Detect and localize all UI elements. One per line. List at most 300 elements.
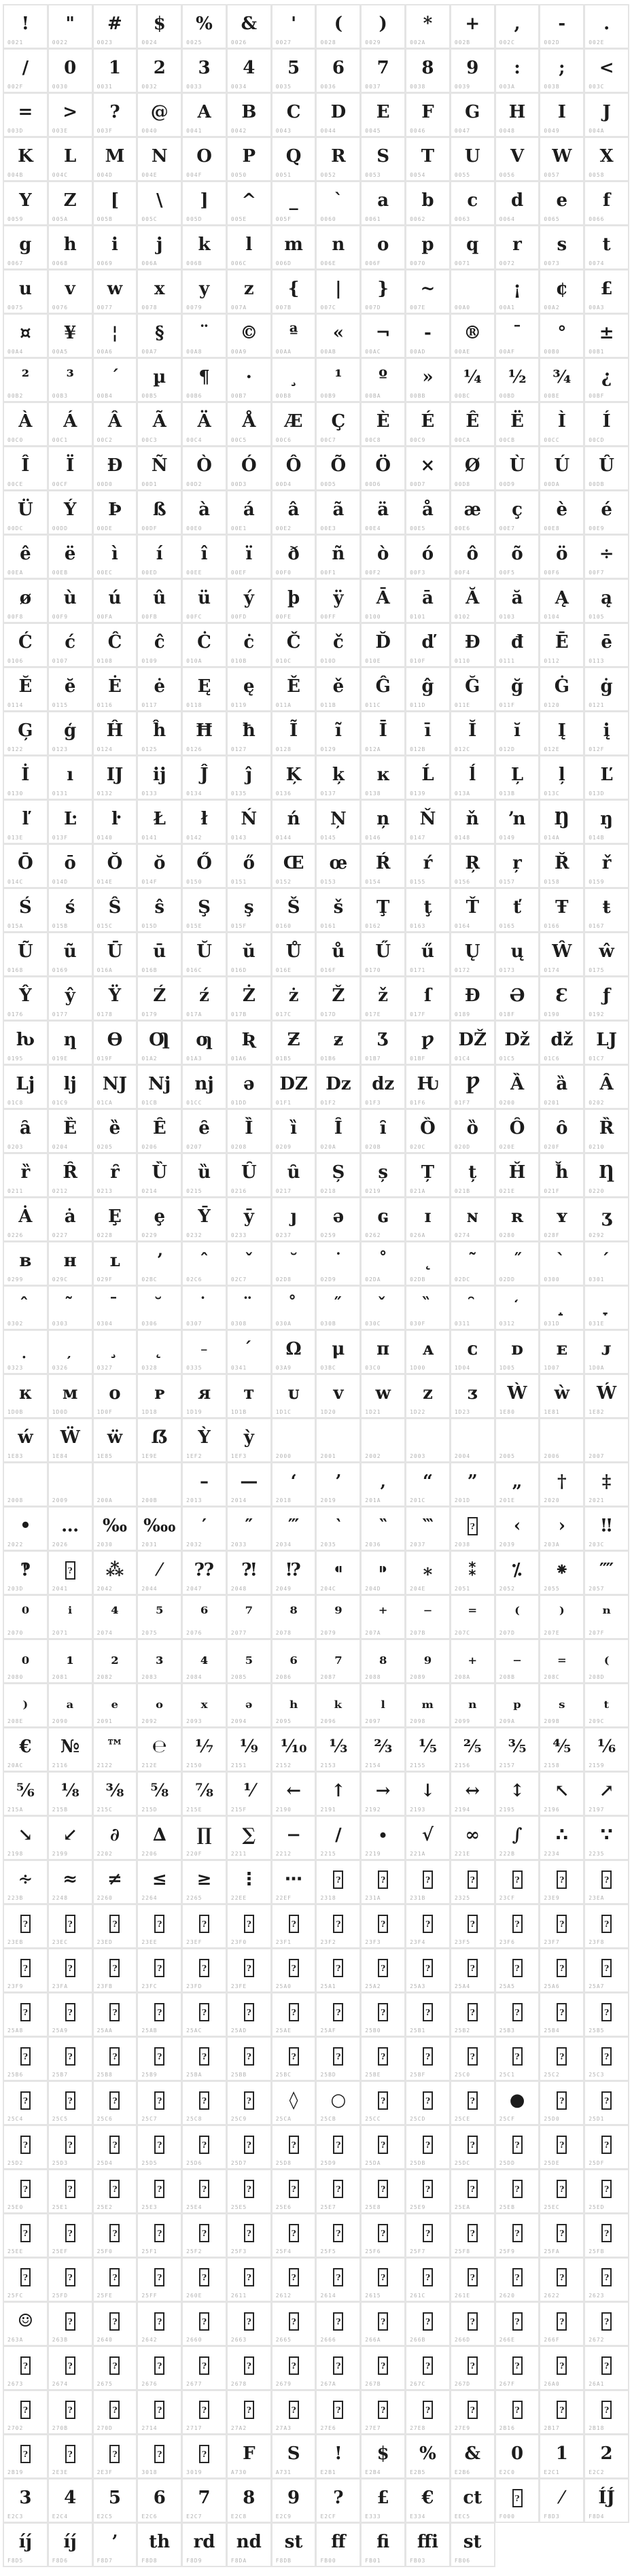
glyph-cell[interactable] [406,977,449,1020]
glyph-cell[interactable] [4,182,47,224]
glyph-cell[interactable] [451,1110,494,1152]
glyph-cell[interactable] [317,2082,359,2124]
glyph-cell[interactable] [49,1684,92,1726]
glyph-cell[interactable] [540,536,583,578]
glyph-cell[interactable] [406,1773,449,1815]
glyph-cell[interactable] [406,1375,449,1417]
glyph-cell[interactable] [4,2170,47,2212]
glyph-cell[interactable] [49,1773,92,1815]
glyph-cell[interactable] [451,2347,494,2389]
glyph-cell[interactable] [4,1066,47,1108]
glyph-cell[interactable] [585,1684,628,1726]
glyph-cell[interactable] [317,2347,359,2389]
glyph-cell[interactable] [183,624,226,666]
glyph-cell[interactable] [94,5,137,48]
glyph-cell[interactable] [451,1596,494,1638]
glyph-cell[interactable] [362,624,404,666]
glyph-cell[interactable] [406,712,449,754]
glyph-cell[interactable] [49,2038,92,2080]
glyph-cell[interactable] [406,138,449,180]
glyph-cell[interactable] [362,491,404,534]
glyph-cell[interactable] [273,845,315,887]
glyph-cell[interactable] [49,2126,92,2168]
glyph-cell[interactable] [585,536,628,578]
glyph-cell[interactable] [362,756,404,799]
glyph-cell[interactable] [183,889,226,931]
glyph-cell[interactable] [94,1022,137,1064]
glyph-cell[interactable] [273,1861,315,1903]
glyph-cell[interactable] [451,1640,494,1682]
glyph-cell[interactable] [406,1022,449,1064]
glyph-cell[interactable] [451,1375,494,1417]
glyph-cell[interactable] [183,1596,226,1638]
glyph-cell[interactable] [4,403,47,445]
glyph-cell[interactable] [451,1994,494,2036]
glyph-cell[interactable] [406,2170,449,2212]
glyph-cell[interactable] [138,1419,181,1461]
glyph-cell[interactable] [362,1022,404,1064]
glyph-cell[interactable] [138,1022,181,1064]
glyph-cell[interactable] [585,977,628,1020]
glyph-cell[interactable] [451,2391,494,2433]
glyph-cell[interactable] [49,1110,92,1152]
glyph-cell[interactable] [228,447,270,489]
glyph-cell[interactable] [451,2126,494,2168]
glyph-cell[interactable] [540,315,583,357]
glyph-cell[interactable] [49,2435,92,2477]
glyph-cell[interactable] [183,1861,226,1903]
glyph-cell[interactable] [49,2303,92,2345]
glyph-cell[interactable] [451,756,494,799]
glyph-cell[interactable] [273,756,315,799]
glyph-cell[interactable] [4,1287,47,1329]
glyph-cell[interactable] [540,1463,583,1505]
glyph-cell[interactable] [4,491,47,534]
glyph-cell[interactable] [138,801,181,843]
glyph-cell[interactable] [540,1022,583,1064]
glyph-cell[interactable] [451,1861,494,1903]
glyph-cell[interactable] [362,1861,404,1903]
glyph-cell[interactable] [49,580,92,622]
glyph-cell[interactable] [406,624,449,666]
glyph-cell[interactable] [451,1198,494,1240]
glyph-cell[interactable] [183,271,226,313]
glyph-cell[interactable] [49,1552,92,1594]
glyph-cell[interactable] [273,315,315,357]
glyph-cell[interactable] [585,1242,628,1285]
glyph-cell[interactable] [317,2126,359,2168]
glyph-cell[interactable] [138,1640,181,1682]
glyph-cell[interactable] [138,2524,181,2566]
glyph-cell[interactable] [49,2214,92,2257]
glyph-cell[interactable] [585,1994,628,2036]
glyph-cell[interactable] [496,1861,539,1903]
glyph-cell[interactable] [540,1949,583,1991]
glyph-cell[interactable] [317,1419,359,1461]
glyph-cell[interactable] [362,1198,404,1240]
glyph-cell[interactable] [4,2479,47,2522]
glyph-cell[interactable] [49,1287,92,1329]
glyph-cell[interactable] [362,315,404,357]
glyph-cell[interactable] [496,977,539,1020]
glyph-cell[interactable] [228,1066,270,1108]
glyph-cell[interactable] [228,2435,270,2477]
glyph-cell[interactable] [585,2170,628,2212]
glyph-cell[interactable] [496,94,539,136]
glyph-cell[interactable] [540,1419,583,1461]
glyph-cell[interactable] [228,50,270,92]
glyph-cell[interactable] [94,2082,137,2124]
glyph-cell[interactable] [406,756,449,799]
glyph-cell[interactable] [228,2170,270,2212]
glyph-cell[interactable] [406,536,449,578]
glyph-cell[interactable] [317,1773,359,1815]
glyph-cell[interactable] [273,1596,315,1638]
glyph-cell[interactable] [317,2259,359,2301]
glyph-cell[interactable] [94,1419,137,1461]
glyph-cell[interactable] [585,1861,628,1903]
glyph-cell[interactable] [4,977,47,1020]
glyph-cell[interactable] [49,2524,92,2566]
glyph-cell[interactable] [49,1242,92,1285]
glyph-cell[interactable] [228,1287,270,1329]
glyph-cell[interactable] [540,1817,583,1859]
glyph-cell[interactable] [540,889,583,931]
glyph-cell[interactable] [406,801,449,843]
glyph-cell[interactable] [496,491,539,534]
glyph-cell[interactable] [317,182,359,224]
glyph-cell[interactable] [406,2259,449,2301]
glyph-cell[interactable] [273,182,315,224]
glyph-cell[interactable] [4,2303,47,2345]
glyph-cell[interactable] [451,1552,494,1594]
glyph-cell[interactable] [138,1463,181,1505]
glyph-cell[interactable] [49,1861,92,1903]
glyph-cell[interactable] [496,845,539,887]
glyph-cell[interactable] [451,2524,494,2566]
glyph-cell[interactable] [585,2347,628,2389]
glyph-cell[interactable] [49,1817,92,1859]
glyph-cell[interactable] [317,1110,359,1152]
glyph-cell[interactable] [273,889,315,931]
glyph-cell[interactable] [4,5,47,48]
glyph-cell[interactable] [451,977,494,1020]
glyph-cell[interactable] [273,1508,315,1550]
glyph-cell[interactable] [496,2347,539,2389]
glyph-cell[interactable] [138,712,181,754]
glyph-cell[interactable] [94,94,137,136]
glyph-cell[interactable] [273,1463,315,1505]
glyph-cell[interactable] [496,5,539,48]
glyph-cell[interactable] [496,1684,539,1726]
glyph-cell[interactable] [228,226,270,268]
glyph-cell[interactable] [585,1949,628,1991]
glyph-cell[interactable] [317,845,359,887]
glyph-cell[interactable] [362,2435,404,2477]
glyph-cell[interactable] [4,1684,47,1726]
glyph-cell[interactable] [585,403,628,445]
glyph-cell[interactable] [362,2303,404,2345]
glyph-cell[interactable] [49,1905,92,1947]
glyph-cell[interactable] [49,1994,92,2036]
glyph-cell[interactable] [362,2391,404,2433]
glyph-cell[interactable] [183,1684,226,1726]
glyph-cell[interactable] [4,1154,47,1196]
glyph-cell[interactable] [585,2038,628,2080]
glyph-cell[interactable] [228,1728,270,1771]
glyph-cell[interactable] [317,271,359,313]
glyph-cell[interactable] [317,1596,359,1638]
glyph-cell[interactable] [94,2524,137,2566]
glyph-cell[interactable] [138,226,181,268]
glyph-cell[interactable] [273,2347,315,2389]
glyph-cell[interactable] [4,1728,47,1771]
glyph-cell[interactable] [49,889,92,931]
glyph-cell[interactable] [496,2170,539,2212]
glyph-cell[interactable] [406,226,449,268]
glyph-cell[interactable] [317,2391,359,2433]
glyph-cell[interactable] [540,5,583,48]
glyph-cell[interactable] [94,491,137,534]
glyph-cell[interactable] [317,1861,359,1903]
glyph-cell[interactable] [94,1773,137,1815]
glyph-cell[interactable] [362,1684,404,1726]
glyph-cell[interactable] [273,1110,315,1152]
glyph-cell[interactable] [4,1242,47,1285]
glyph-cell[interactable] [49,1154,92,1196]
glyph-cell[interactable] [406,403,449,445]
glyph-cell[interactable] [4,580,47,622]
glyph-cell[interactable] [4,1198,47,1240]
glyph-cell[interactable] [585,491,628,534]
glyph-cell[interactable] [273,1419,315,1461]
glyph-cell[interactable] [540,447,583,489]
glyph-cell[interactable] [183,2303,226,2345]
glyph-cell[interactable] [4,1463,47,1505]
glyph-cell[interactable] [585,1375,628,1417]
glyph-cell[interactable] [49,712,92,754]
glyph-cell[interactable] [317,801,359,843]
glyph-cell[interactable] [317,756,359,799]
glyph-cell[interactable] [317,933,359,975]
glyph-cell[interactable] [49,226,92,268]
glyph-cell[interactable] [406,889,449,931]
glyph-cell[interactable] [585,1728,628,1771]
glyph-cell[interactable] [451,2170,494,2212]
glyph-cell[interactable] [183,2082,226,2124]
glyph-cell[interactable] [585,580,628,622]
glyph-cell[interactable] [585,2391,628,2433]
glyph-cell[interactable] [273,712,315,754]
glyph-cell[interactable] [49,1022,92,1064]
glyph-cell[interactable] [496,580,539,622]
glyph-cell[interactable] [138,403,181,445]
glyph-cell[interactable] [406,447,449,489]
glyph-cell[interactable] [138,580,181,622]
glyph-cell[interactable] [138,94,181,136]
glyph-cell[interactable] [4,1110,47,1152]
glyph-cell[interactable] [362,1596,404,1638]
glyph-cell[interactable] [273,1375,315,1417]
glyph-cell[interactable] [138,2259,181,2301]
glyph-cell[interactable] [496,2391,539,2433]
glyph-cell[interactable] [540,1905,583,1947]
glyph-cell[interactable] [228,2391,270,2433]
glyph-cell[interactable] [496,1419,539,1461]
glyph-cell[interactable] [496,1728,539,1771]
glyph-cell[interactable] [183,1994,226,2036]
glyph-cell[interactable] [540,403,583,445]
glyph-cell[interactable] [585,271,628,313]
glyph-cell[interactable] [228,5,270,48]
glyph-cell[interactable] [183,2347,226,2389]
glyph-cell[interactable] [138,1375,181,1417]
glyph-cell[interactable] [94,2170,137,2212]
glyph-cell[interactable] [317,1287,359,1329]
glyph-cell[interactable] [317,2479,359,2522]
glyph-cell[interactable] [183,1110,226,1152]
glyph-cell[interactable] [406,2479,449,2522]
glyph-cell[interactable] [138,2347,181,2389]
glyph-cell[interactable] [540,138,583,180]
glyph-cell[interactable] [49,2347,92,2389]
glyph-cell[interactable] [49,624,92,666]
glyph-cell[interactable] [317,536,359,578]
glyph-cell[interactable] [228,712,270,754]
glyph-cell[interactable] [317,2524,359,2566]
glyph-cell[interactable] [183,1508,226,1550]
glyph-cell[interactable] [540,1640,583,1682]
glyph-cell[interactable] [228,1905,270,1947]
glyph-cell[interactable] [540,1242,583,1285]
glyph-cell[interactable] [362,1508,404,1550]
glyph-cell[interactable] [94,977,137,1020]
glyph-cell[interactable] [406,182,449,224]
glyph-cell[interactable] [406,2435,449,2477]
glyph-cell[interactable] [540,182,583,224]
glyph-cell[interactable] [540,359,583,401]
glyph-cell[interactable] [4,1596,47,1638]
glyph-cell[interactable] [4,1331,47,1373]
glyph-cell[interactable] [138,756,181,799]
glyph-cell[interactable] [94,2259,137,2301]
glyph-cell[interactable] [406,271,449,313]
glyph-cell[interactable] [496,359,539,401]
glyph-cell[interactable] [183,712,226,754]
glyph-cell[interactable] [49,2479,92,2522]
glyph-cell[interactable] [540,1552,583,1594]
glyph-cell[interactable] [585,1287,628,1329]
glyph-cell[interactable] [496,2038,539,2080]
glyph-cell[interactable] [540,1110,583,1152]
glyph-cell[interactable] [496,2435,539,2477]
glyph-cell[interactable] [317,977,359,1020]
glyph-cell[interactable] [183,1728,226,1771]
glyph-cell[interactable] [183,845,226,887]
glyph-cell[interactable] [4,1817,47,1859]
glyph-cell[interactable] [317,1022,359,1064]
glyph-cell[interactable] [317,1640,359,1682]
glyph-cell[interactable] [4,1905,47,1947]
glyph-cell[interactable] [496,1198,539,1240]
glyph-cell[interactable] [496,1066,539,1108]
glyph-cell[interactable] [540,1684,583,1726]
glyph-cell[interactable] [183,1552,226,1594]
glyph-cell[interactable] [496,624,539,666]
glyph-cell[interactable] [273,2479,315,2522]
glyph-cell[interactable] [362,668,404,710]
glyph-cell[interactable] [273,1728,315,1771]
glyph-cell[interactable] [273,94,315,136]
glyph-cell[interactable] [585,50,628,92]
glyph-cell[interactable] [228,1994,270,2036]
glyph-cell[interactable] [138,977,181,1020]
glyph-cell[interactable] [540,1861,583,1903]
glyph-cell[interactable] [451,2082,494,2124]
glyph-cell[interactable] [138,1773,181,1815]
glyph-cell[interactable] [228,138,270,180]
glyph-cell[interactable] [138,624,181,666]
glyph-cell[interactable] [228,1419,270,1461]
glyph-cell[interactable] [228,2082,270,2124]
glyph-cell[interactable] [228,1861,270,1903]
glyph-cell[interactable] [4,2435,47,2477]
glyph-cell[interactable] [228,2214,270,2257]
glyph-cell[interactable] [406,94,449,136]
glyph-cell[interactable] [585,756,628,799]
glyph-cell[interactable] [362,1728,404,1771]
glyph-cell[interactable] [183,315,226,357]
glyph-cell[interactable] [585,94,628,136]
glyph-cell[interactable] [183,94,226,136]
glyph-cell[interactable] [273,1198,315,1240]
glyph-cell[interactable] [540,1198,583,1240]
glyph-cell[interactable] [273,1242,315,1285]
glyph-cell[interactable] [585,1419,628,1461]
glyph-cell[interactable] [540,977,583,1020]
glyph-cell[interactable] [540,1728,583,1771]
glyph-cell[interactable] [183,2259,226,2301]
glyph-cell[interactable] [496,756,539,799]
glyph-cell[interactable] [406,2303,449,2345]
glyph-cell[interactable] [49,668,92,710]
glyph-cell[interactable] [49,491,92,534]
glyph-cell[interactable] [362,2214,404,2257]
glyph-cell[interactable] [451,1905,494,1947]
glyph-cell[interactable] [183,580,226,622]
glyph-cell[interactable] [228,403,270,445]
glyph-cell[interactable] [451,2259,494,2301]
glyph-cell[interactable] [406,2524,449,2566]
glyph-cell[interactable] [451,845,494,887]
glyph-cell[interactable] [585,1110,628,1152]
glyph-cell[interactable] [273,1684,315,1726]
glyph-cell[interactable] [496,2214,539,2257]
glyph-cell[interactable] [183,2479,226,2522]
glyph-cell[interactable] [540,491,583,534]
glyph-cell[interactable] [183,1242,226,1285]
glyph-cell[interactable] [183,1154,226,1196]
glyph-cell[interactable] [406,668,449,710]
glyph-cell[interactable] [451,801,494,843]
glyph-cell[interactable] [273,1773,315,1815]
glyph-cell[interactable] [273,933,315,975]
glyph-cell[interactable] [451,2479,494,2522]
glyph-cell[interactable] [183,359,226,401]
glyph-cell[interactable] [228,845,270,887]
glyph-cell[interactable] [317,1684,359,1726]
glyph-cell[interactable] [94,1287,137,1329]
